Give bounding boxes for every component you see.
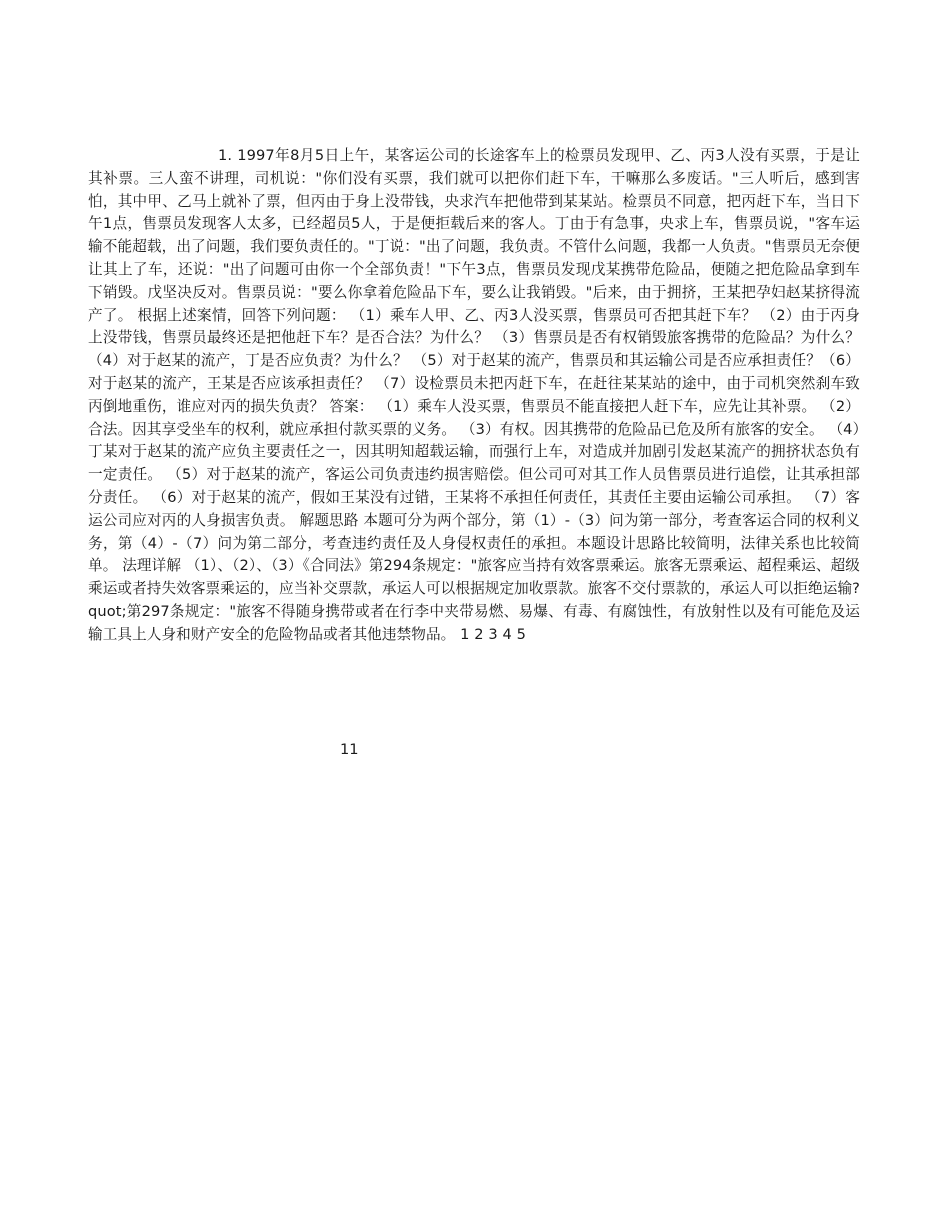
page-number: 11 — [340, 741, 359, 758]
body-paragraph: 1. 1997年8月5日上午，某客运公司的长途客车上的检票员发现甲、乙、丙3人没有买票，于是让其补票。三人蛮不讲理，司机说："你们没有买票，我们就可以把你们赶下车，干嘛那么多废话。"三人听后，感到害怕，其中甲、乙马上就补了票，但丙由于身上没带钱，央求汽车把他带到某某站。检票员不同意，把丙赶下车，当日下午1点，售票员发现客人太多，已经超员5人，于是便拒载后来的客人。丁由于有急事，央求上车，售票员说，"客车运输不能超载，出了问题，我们要负责任的。"丁说："出了问题，我负责。不管什么问题，我都一人负责。"售票员无奈便让其上了车，还说："出了问题可由你一个全部负责！"下午3点，售票员发现戊某携带危险品，便随之把危险品拿到车下销毁。戊坚决反对。售票员说："要么你拿着危险品下车，要么让我销毁。"后来，由于拥挤，王某把孕妇赵某挤得流产了。 根据上述案情，回答下列问题： （1）乘车人甲、乙、丙3人没买票，售票员可否把其赶下车？ （2）由于丙身上没带钱，售票员最终还是把他赶下车？是否合法？为什么？ （3）售票员是否有权销毁旅客携带的危险品？为什么？ （4）对于赵某的流产，丁是否应负责？为什么？ （5）对于赵某的流产，售票员和其运输公司是否应承担责任？（6）对于赵某的流产，王某是否应该承担责任？ （7）设检票员未把丙赶下车，在赶往某某站的途中，由于司机突然刹车致丙倒地重伤，谁应对丙的损失负责？ 答案： （1）乘车人没买票，售票员不能直接把人赶下车，应先让其补票。 （2）合法。因其享受坐车的权利，就应承担付款买票的义务。 （3）有权。因其携带的危险品已危及所有旅客的安全。 （4）丁某对于赵某的流产应负主要责任之一，因其明知超载运输，而强行上车，对造成并加剧引发赵某流产的拥挤状态负有一定责任。 （5）对于赵某的流产，客运公司负责违约损害赔偿。但公司可对其工作人员售票员进行追偿，让其承担部分责任。 （6）对于赵某的流产，假如王某没有过错，王某将不承担任何责任，其责任主要由运输公司承担。 （7）客运公司应对丙的人身损害负责。 解题思路 本题可分为两个部分，第（1）-（3）问为第一部分，考查客运合同的权利义务，第（4）-（7）问为第二部分，考查违约责任及人身侵权责任的承担。本题设计思路比较简明，法律关系也比较简单。 法理详解 （1）、（2）、（3）《合同法》第294条规定："旅客应当持有效客票乘运。旅客无票乘运、超程乘运、超级乘运或者持失效客票乘运的，应当补交票款，承运人可以根据规定加收票款。旅客不交付票款的，承运人可以拒绝运输?quot;第297条规定："旅客不得随身携带或者在行李中夹带易燃、易爆、有毒、有腐蚀性，有放射性以及有可能危及运输工具上人身和财产安全的危险物品或者其他违禁物品。 1 2 3 4 5 — [88, 147, 860, 643]
